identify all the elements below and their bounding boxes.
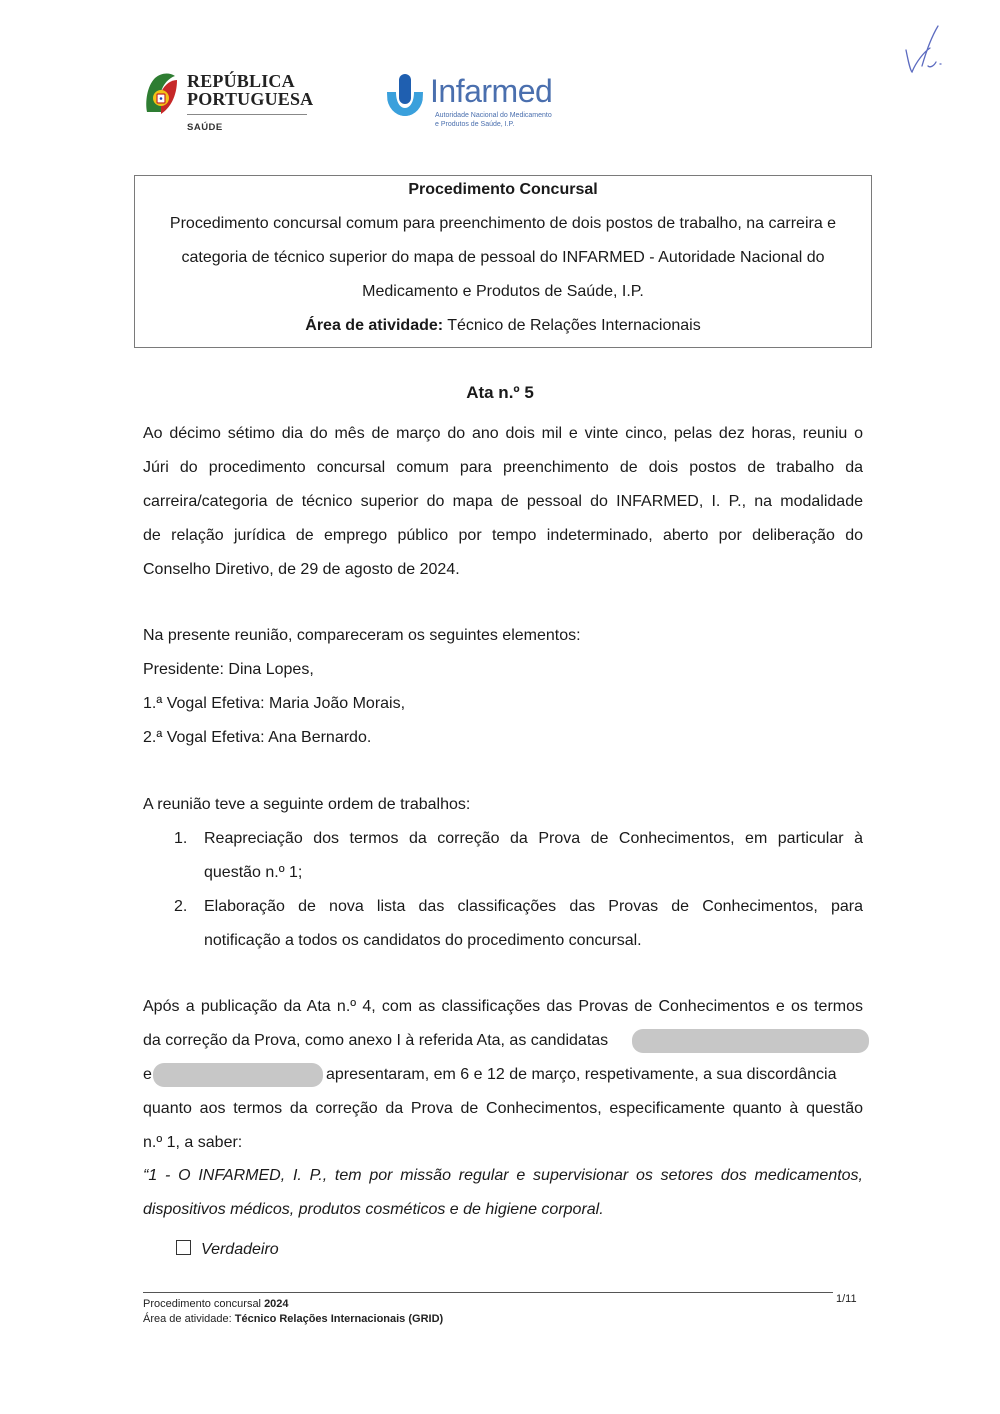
agenda-item-2 — [143, 890, 863, 958]
paragraph-line: quanto aos termos da correção da Prova de Conhecimentos, especificamente quanto à questão — [143, 1100, 863, 1117]
vogal-2-line: 2.ª Vogal Efetiva: Ana Bernardo. — [143, 729, 372, 746]
box-line-3: Medicamento e Produtos de Saúde, I.P. — [362, 283, 644, 300]
paragraph-line: Ao décimo sétimo dia do mês de março do ano dois mil e vinte cinco, pelas dez horas, reuniu o — [143, 425, 863, 442]
paragraph-line: Júri do procedimento concursal comum para preenchimento de dois postos de trabalho da — [143, 459, 863, 476]
paragraph-line — [143, 1024, 863, 1058]
republica-name: REPÚBLICA PORTUGUESA — [187, 71, 314, 109]
quote-line: dispositivos médicos, produtos cosméticos e de higiene corporal. — [143, 1201, 604, 1218]
president-line: Presidente: Dina Lopes, — [143, 661, 314, 678]
logo-divider — [187, 114, 307, 115]
redacted-name — [632, 1029, 869, 1053]
agenda-item-line: questão n.º 1; — [204, 864, 303, 881]
attendance-section — [143, 619, 863, 755]
handwritten-initials — [900, 22, 950, 82]
agenda-item-line: notificação a todos os candidatos do procedimento concursal. — [204, 932, 642, 949]
infarmed-wordmark: Infarmed — [430, 73, 553, 109]
question-quote — [143, 1159, 863, 1227]
paragraph-text: e — [143, 1066, 152, 1083]
paragraph-line: Após a publicação da Ata n.º 4, com as classificações das Provas de Conhecimentos e os termos — [143, 998, 863, 1015]
attendance-intro: Na presente reunião, compareceram os seguintes elementos: — [143, 627, 581, 644]
agenda-section — [143, 788, 863, 958]
box-title: Procedimento Concursal — [408, 181, 598, 198]
footer-info — [143, 1297, 443, 1327]
option-label: Verdadeiro — [201, 1241, 279, 1258]
paragraph-line: carreira/categoria de técnico superior do mapa de pessoal do INFARMED, I. P., na modalidade — [143, 493, 863, 510]
document-title: Ata n.º 5 — [466, 383, 534, 402]
quote-line: “1 - O INFARMED, I. P., tem por missão regular e supervisionar os setores dos medicamentos, — [143, 1167, 863, 1184]
vogal-1-line: 1.ª Vogal Efetiva: Maria João Morais, — [143, 695, 406, 712]
area-label: Área de atividade: — [305, 317, 444, 334]
checkbox-icon — [176, 1240, 191, 1255]
infarmed-tagline: Autoridade Nacional do Medicamento e Produtos de Saúde, I.P. — [435, 112, 552, 128]
box-line-1: Procedimento concursal comum para preenchimento de dois postos de trabalho, na carreira e — [169, 215, 837, 232]
true-option — [176, 1238, 279, 1262]
footer-area: Técnico Relações Internacionais (GRID) — [234, 1313, 444, 1325]
infarmed-mark-icon — [383, 72, 427, 118]
box-line-2: categoria de técnico superior do mapa de pessoal do INFARMED - Autoridade Nacional do — [181, 249, 825, 266]
paragraph-text: apresentaram, em 6 e 12 de março, respetivamente, a sua discordância — [326, 1066, 837, 1083]
area-value: Técnico de Relações Internacionais — [443, 317, 701, 334]
footer-label: Procedimento concursal — [143, 1298, 265, 1310]
paragraph-line — [143, 1058, 863, 1092]
page-number: 1/11 — [836, 1293, 857, 1305]
agenda-item-line: Reapreciação dos termos da correção da Prova de Conhecimentos, em particular à — [204, 830, 863, 847]
box-area-line — [135, 309, 871, 343]
paragraph-line: n.º 1, a saber: — [143, 1134, 243, 1151]
agenda-item-number: 1. — [174, 830, 188, 847]
paragraph-text: da correção da Prova, como anexo I à referida Ata, as candidatas — [143, 1032, 609, 1049]
footer-year: 2024 — [264, 1298, 289, 1310]
footer-divider — [143, 1292, 833, 1293]
portugal-emblem-icon — [143, 72, 179, 118]
paragraph-line: de relação jurídica de emprego público por tempo indeterminado, aberto por deliberação do — [143, 527, 863, 544]
opening-paragraph — [143, 417, 863, 587]
republica-portuguesa-logo — [143, 70, 313, 136]
agenda-intro: A reunião teve a seguinte ordem de trabalhos: — [143, 796, 471, 813]
ministry-label: SAÚDE — [187, 122, 223, 133]
infarmed-logo — [383, 70, 573, 150]
complaint-paragraph — [143, 990, 863, 1160]
procedure-info-box — [134, 175, 872, 348]
redacted-name — [153, 1063, 323, 1087]
agenda-item-number: 2. — [174, 898, 188, 915]
agenda-item-line: Elaboração de nova lista das classificações das Provas de Conhecimentos, para — [204, 898, 863, 915]
footer-label: Área de atividade: — [143, 1313, 235, 1325]
agenda-item-1 — [143, 822, 863, 890]
paragraph-line: Conselho Diretivo, de 29 de agosto de 2024. — [143, 561, 460, 578]
